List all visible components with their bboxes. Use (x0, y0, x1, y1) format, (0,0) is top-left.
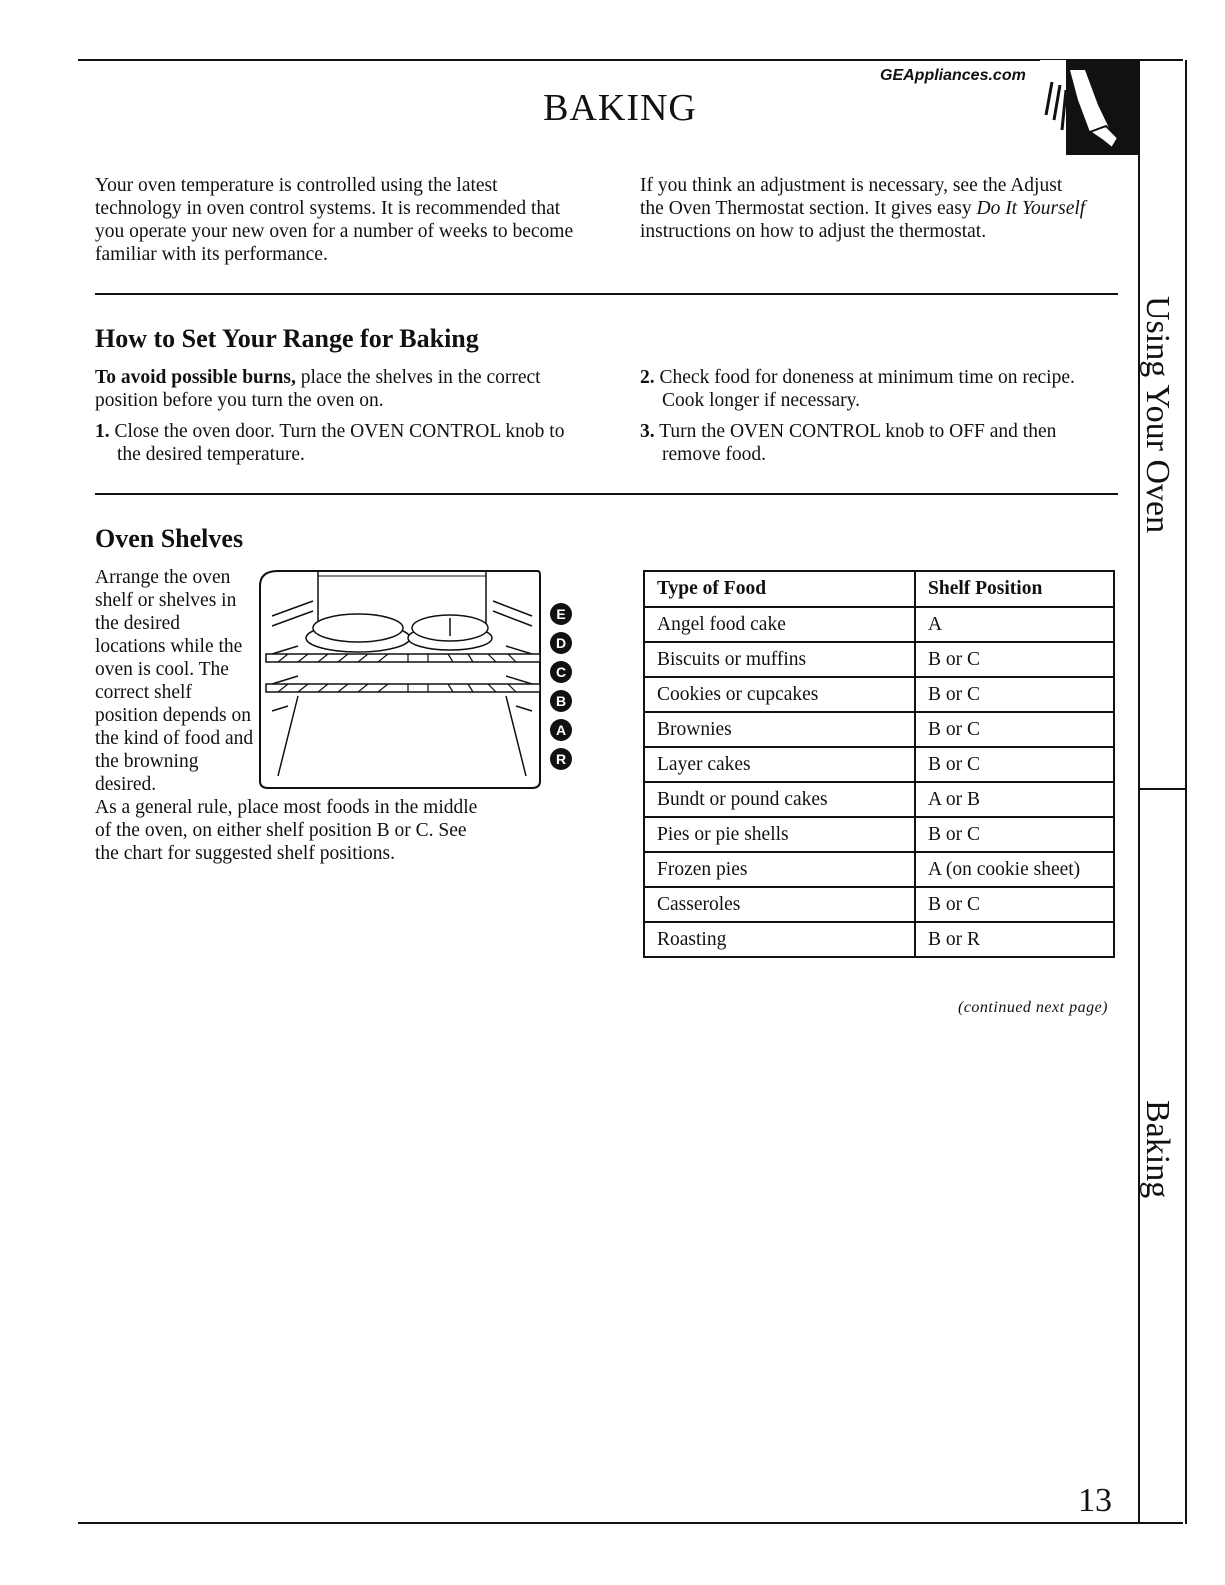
intro-right-text-2: instructions on how to adjust the thermostat. (640, 221, 987, 242)
shelf-position-cell: B or C (915, 747, 1114, 782)
table-row (644, 817, 1114, 852)
shelf-position-cell: B or C (915, 642, 1114, 677)
shelf-position-badge: R (550, 748, 572, 770)
shelf-position-cell: B or C (915, 817, 1114, 852)
shelves-text-wrapped: Arrange the oven shelf or shelves in the desired locations while the oven is cool. The correct shelf position depends on the kind of food and the browning desired. (95, 567, 254, 795)
table-row (644, 677, 1114, 712)
bottom-rule (78, 1522, 1183, 1524)
pie-right (408, 615, 492, 650)
food-type-cell: Angel food cake (644, 607, 915, 642)
step-text: Turn the OVEN CONTROL knob to OFF and then remove food. (659, 421, 1057, 465)
do-it-yourself-text: Do It Yourself (976, 198, 1086, 219)
continued-note: (continued next page) (958, 999, 1108, 1016)
page-title: BAKING (543, 87, 697, 129)
shelf-position-cell: B or C (915, 677, 1114, 712)
side-tab-divider (1138, 788, 1185, 790)
table-row (644, 887, 1114, 922)
step-number: 1. (95, 421, 110, 442)
burn-warning-bold: To avoid possible burns, (95, 367, 296, 388)
food-type-cell: Cookies or cupcakes (644, 677, 915, 712)
step-2 (640, 366, 1100, 412)
column-header: Type of Food (644, 571, 915, 607)
shelf-position-badge: A (550, 719, 572, 741)
step-number: 2. (640, 367, 655, 388)
pie-left (306, 614, 410, 652)
intro-left-paragraph: Your oven temperature is controlled using the latest technology in oven control systems. It is recommended that you operate your new oven for a number of weeks to become familiar with its performance. (95, 175, 574, 265)
step-1 (95, 420, 575, 466)
side-tab-section-label: Using Your Oven (1139, 296, 1176, 534)
oven-shelves-heading: Oven Shelves (95, 524, 244, 553)
shelf-position-badge: C (550, 661, 572, 683)
how-to-heading: How to Set Your Range for Baking (95, 324, 479, 353)
table-row (644, 852, 1114, 887)
table-row (644, 922, 1114, 957)
website-url: GEAppliances.com (880, 67, 1026, 84)
table-row (644, 747, 1114, 782)
shelf-position-badge: D (550, 632, 572, 654)
food-type-cell: Biscuits or muffins (644, 642, 915, 677)
steps-right (640, 366, 1100, 474)
intro-right-paragraph (640, 174, 1090, 243)
shelf-position-table (643, 570, 1115, 958)
ge-hand-logo (1040, 60, 1138, 155)
step-3 (640, 420, 1100, 466)
food-type-cell: Bundt or pound cakes (644, 782, 915, 817)
step-text: Check food for doneness at minimum time on recipe. Cook longer if necessary. (659, 367, 1075, 411)
table-row (644, 607, 1114, 642)
oven-shelf-illustration (258, 566, 598, 796)
column-header: Shelf Position (915, 571, 1114, 607)
top-rule (78, 59, 1183, 61)
shelf-position-cell: B or C (915, 887, 1114, 922)
table-row (644, 782, 1114, 817)
food-type-cell: Brownies (644, 712, 915, 747)
step-text: Close the oven door. Turn the OVEN CONTROL knob to the desired temperature. (114, 421, 565, 465)
shelf-position-cell: A (on cookie sheet) (915, 852, 1114, 887)
table-row (644, 712, 1114, 747)
food-type-cell: Pies or pie shells (644, 817, 915, 852)
side-tab-topic-label: Baking (1139, 1100, 1176, 1199)
food-type-cell: Roasting (644, 922, 915, 957)
shelf-position-cell: B or R (915, 922, 1114, 957)
table-header-row (644, 571, 1114, 607)
burn-warning (95, 366, 565, 412)
page-number: 13 (1078, 1482, 1112, 1519)
shelf-position-markers (550, 603, 574, 770)
shelf-position-cell: A (915, 607, 1114, 642)
burn-warning-text: place the shelves in the correct position before you turn the oven on. (95, 367, 541, 411)
section-rule-2 (95, 493, 1118, 495)
side-tab-bar (1138, 60, 1187, 1524)
shelf-position-badge: E (550, 603, 572, 625)
shelf-position-cell: B or C (915, 712, 1114, 747)
step-number: 3. (640, 421, 655, 442)
food-type-cell: Layer cakes (644, 747, 915, 782)
section-rule-1 (95, 293, 1118, 295)
shelf-position-cell: A or B (915, 782, 1114, 817)
food-type-cell: Frozen pies (644, 852, 915, 887)
steps-left (95, 420, 575, 474)
shelf-position-badge: B (550, 690, 572, 712)
intro-right-text-1: If you think an adjustment is necessary, see the Adjust the Oven Thermostat section. It gives easy (640, 175, 1063, 219)
table-row (644, 642, 1114, 677)
food-type-cell: Casseroles (644, 887, 915, 922)
shelves-text-general: As a general rule, place most foods in the middle of the oven, on either shelf position B or C. See the chart for suggested shelf positions. (95, 797, 478, 864)
